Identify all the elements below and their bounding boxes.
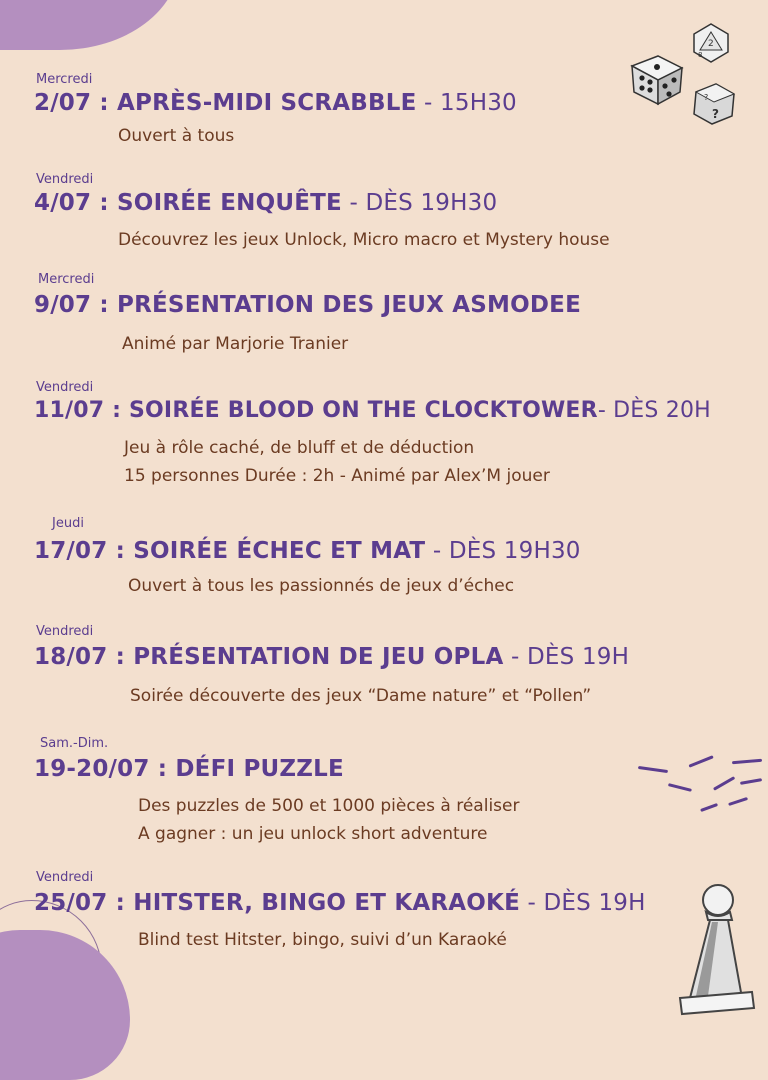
event-day: Mercredi	[38, 272, 95, 287]
event-time: - DÈS 19H	[520, 890, 646, 916]
event-title: SOIRÉE ÉCHEC ET MAT	[133, 538, 426, 564]
event-title: PRÉSENTATION DES JEUX ASMODEE	[117, 292, 582, 318]
event-headline	[34, 190, 497, 216]
event-date: 11/07 :	[34, 398, 122, 423]
event-day: Sam.-Dim.	[40, 736, 109, 751]
event-description: Ouvert à tous	[118, 126, 235, 146]
event-time: - DÈS 19H30	[341, 190, 498, 216]
dice-icon	[628, 52, 686, 106]
pawn-icon	[672, 880, 756, 1016]
event-title: SOIRÉE BLOOD ON THE CLOCKTOWER	[128, 398, 598, 423]
event-title: DÉFI PUZZLE	[175, 756, 344, 782]
event-date: 17/07 :	[34, 538, 126, 564]
dice-icon	[690, 80, 738, 128]
event-headline	[34, 644, 629, 670]
event-day: Mercredi	[36, 72, 93, 87]
event-description: Ouvert à tous les passionnés de jeux d’échec	[128, 576, 515, 596]
event-headline	[34, 890, 646, 916]
event-description: Soirée découverte des jeux “Dame nature” et “Pollen”	[130, 686, 592, 706]
event-time: - DÈS 19H30	[425, 538, 581, 564]
event-headline	[34, 756, 344, 782]
event-time: - 15H30	[416, 90, 517, 116]
event-description: Animé par Marjorie Tranier	[122, 334, 349, 354]
decorative-blob-bottom	[0, 930, 130, 1080]
event-description: Blind test Hitster, bingo, suivi d’un Karaoké	[138, 930, 507, 950]
event-headline	[34, 538, 581, 564]
decorative-blob-top	[0, 0, 180, 50]
event-date: 2/07 :	[34, 90, 109, 116]
svg-text:?: ?	[712, 107, 719, 121]
event-headline	[34, 90, 517, 116]
event-headline	[34, 292, 581, 318]
event-time: - DÈS 19H	[503, 644, 630, 670]
event-date: 9/07 :	[34, 292, 109, 318]
event-title: SOIRÉE ENQUÊTE	[117, 190, 342, 216]
event-time: - DÈS 20H	[597, 398, 711, 423]
event-date: 4/07 :	[34, 190, 109, 216]
event-date: 25/07 :	[34, 890, 126, 916]
event-description: Des puzzles de 500 et 1000 pièces à réaliser	[138, 796, 520, 816]
event-title: APRÈS-MIDI SCRABBLE	[117, 90, 417, 116]
event-title: PRÉSENTATION DE JEU OPLA	[133, 644, 504, 670]
event-headline	[34, 398, 711, 423]
event-description: 15 personnes Durée : 2h - Animé par Alex’M jouer	[124, 466, 550, 486]
event-description: Découvrez les jeux Unlock, Micro macro et Mystery house	[118, 230, 610, 250]
svg-text:2: 2	[708, 39, 714, 49]
svg-text:?: ?	[704, 93, 709, 102]
event-date: 18/07 :	[34, 644, 126, 670]
dice-icon	[690, 22, 732, 64]
event-description: Jeu à rôle caché, de bluff et de déduction	[124, 438, 475, 458]
event-day: Jeudi	[52, 516, 84, 531]
event-day: Vendredi	[36, 380, 94, 395]
event-day: Vendredi	[36, 870, 94, 885]
svg-text:8: 8	[698, 51, 703, 59]
event-description: A gagner : un jeu unlock short adventure	[138, 824, 488, 844]
event-day: Vendredi	[36, 624, 94, 639]
event-day: Vendredi	[36, 172, 94, 187]
event-date: 19-20/07 :	[34, 756, 168, 782]
event-title: HITSTER, BINGO ET KARAOKÉ	[133, 890, 520, 916]
